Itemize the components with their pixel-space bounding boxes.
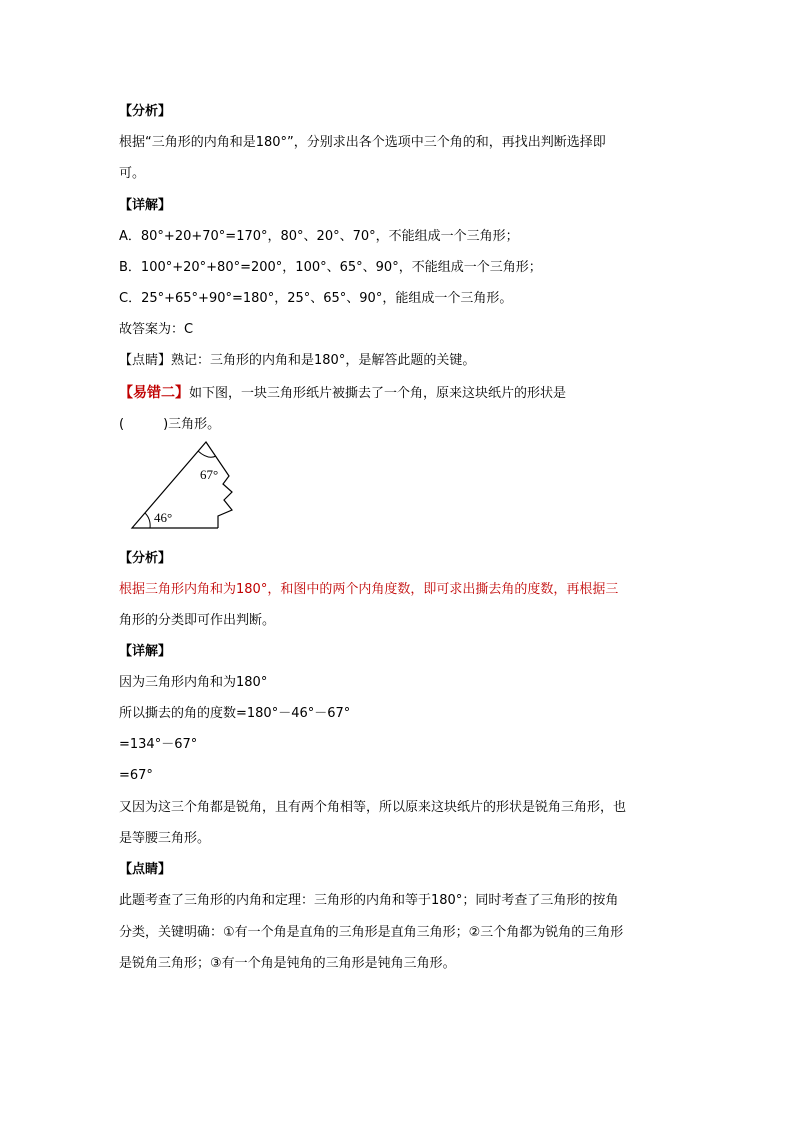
analysis-text-1b: 可。 bbox=[119, 166, 146, 181]
bottom-angle-arc bbox=[145, 513, 150, 528]
detail-heading-1: 【详解】 bbox=[119, 198, 172, 213]
analysis-text-2b: 角形的分类即可作出判断。 bbox=[119, 613, 276, 628]
bottom-angle-label: 46° bbox=[154, 510, 173, 525]
question-2-line2: ( )三角形。 bbox=[119, 417, 221, 432]
detail-step-3: =134°－67° bbox=[119, 737, 198, 752]
comment-heading-2: 【点睛】 bbox=[119, 862, 172, 877]
analysis-heading-1: 【分析】 bbox=[119, 104, 172, 119]
torn-triangle-figure bbox=[126, 440, 246, 532]
top-angle-label: 67° bbox=[200, 467, 219, 482]
analysis-heading-2: 【分析】 bbox=[119, 551, 172, 566]
question-tag: 【易错二】 bbox=[119, 385, 189, 401]
analysis-text-2a: 根据三角形内角和为180°，和图中的两个内角度数，即可求出撕去角的度数，再根据三 bbox=[119, 582, 619, 597]
option-b: B．100°+20°+80°=200°，100°、65°、90°，不能组成一个三角形； bbox=[119, 260, 542, 275]
detail-step-2: 所以撕去的角的度数=180°－46°－67° bbox=[119, 706, 351, 721]
conclusion-2: 是等腰三角形。 bbox=[119, 831, 211, 846]
detail-heading-2: 【详解】 bbox=[119, 644, 172, 659]
comment-line-1: 【点睛】熟记：三角形的内角和是180°，是解答此题的关键。 bbox=[119, 353, 476, 368]
conclusion-1: 又因为这三个角都是锐角，且有两个角相等，所以原来这块纸片的形状是锐角三角形，也 bbox=[119, 800, 627, 815]
option-c: C．25°+65°+90°=180°，25°、65°、90°，能组成一个三角形。 bbox=[119, 291, 513, 306]
question-2-line1 bbox=[119, 384, 566, 403]
answer-line: 故答案为：C bbox=[119, 322, 194, 337]
analysis-text-1a: 根据“三角形的内角和是180°”，分别求出各个选项中三个角的和，再找出判断选择即 bbox=[119, 135, 606, 150]
detail-step-1: 因为三角形内角和为180° bbox=[119, 675, 268, 690]
comment-text-2a: 此题考查了三角形的内角和定理：三角形的内角和等于180°；同时考查了三角形的按角 bbox=[119, 893, 619, 908]
comment-text-2b: 分类，关键明确：①有一个角是直角的三角形是直角三角形；②三个角都为锐角的三角形 bbox=[119, 925, 624, 940]
comment-text-2c: 是锐角三角形；③有一个角是钝角的三角形是钝角三角形。 bbox=[119, 956, 456, 971]
detail-step-4: =67° bbox=[119, 768, 153, 783]
question-text: 如下图，一块三角形纸片被撕去了一个角，原来这块纸片的形状是 bbox=[189, 386, 567, 401]
option-a: A．80°+20+70°=170°，80°、20°、70°，不能组成一个三角形； bbox=[119, 229, 519, 244]
